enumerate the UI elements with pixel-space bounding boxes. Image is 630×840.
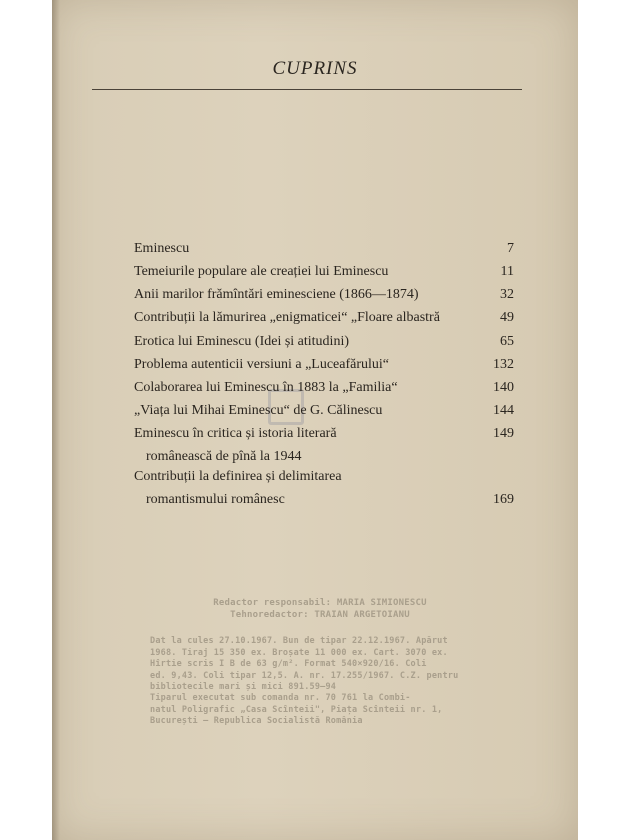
toc-entry: [134, 357, 514, 377]
toc-entry: [134, 264, 514, 284]
toc-entry-page: 11: [500, 264, 514, 279]
imprint-line: Tehnoredactor: TRAIAN ARGETOIANU: [230, 609, 410, 620]
toc-entry-title: Erotica lui Eminescu (Idei și atitudini): [134, 334, 349, 349]
toc-entry-title: Contribuții la lămurirea „enigmaticei“ „Floare albastră: [134, 310, 440, 325]
toc-entry-page: 32: [500, 287, 514, 302]
toc-entry: [134, 310, 514, 330]
toc-entry-title: Contribuții la definirea și delimitarea: [134, 469, 342, 484]
toc-entry-title: „Viața lui Mihai Eminescu“ de G. Călinescu: [134, 403, 383, 418]
imprint-editors: [150, 598, 490, 621]
toc-entry-page: 132: [493, 357, 514, 372]
toc-entry-title: Temeiurile populare ale creației lui Eminescu: [134, 264, 389, 279]
imprint-line: Redactor responsabil: MARIA SIMIONESCU: [213, 598, 427, 608]
toc-entry: [134, 380, 514, 400]
toc-entry: [134, 403, 514, 423]
toc-entry-continuation: romantismului românesc: [146, 492, 285, 507]
toc-entry: [134, 469, 514, 489]
imprint-line: bibliotecile mari și mici 891.59—94: [150, 682, 337, 692]
imprint-line: București — Republica Socialistă România: [150, 716, 363, 726]
toc-entry: [134, 287, 514, 307]
toc-entry-page: 169: [493, 492, 514, 507]
imprint-line: Hîrtie scris I B de 63 g/m². Format 540×920/16. Coli: [150, 659, 427, 669]
page-title: CUPRINS: [272, 58, 358, 79]
toc-entry: [134, 241, 514, 261]
imprint-plant-info: [150, 693, 490, 728]
toc-entry-continuation: românească de pînă la 1944: [146, 449, 302, 464]
toc-entry: [134, 426, 514, 446]
toc-entry-page: 65: [500, 334, 514, 349]
toc-entry-title: Eminescu în critica și istoria literară: [134, 426, 337, 441]
toc-entry-title: Problema autenticii versiuni a „Luceafărului“: [134, 357, 390, 372]
toc-entry: [134, 334, 514, 354]
imprint-line: Tiparul executat sub comanda nr. 70 761 la Combi-: [150, 693, 411, 703]
toc-entry-page: 7: [507, 241, 514, 256]
toc-entry-page: 49: [500, 310, 514, 325]
toc-entry-page-row: [134, 492, 514, 512]
imprint-line: 1968. Tiraj 15 350 ex. Broșate 11 000 ex. Cart. 3070 ex.: [150, 647, 448, 658]
toc-entry-page: 149: [493, 426, 514, 441]
toc-entry-page: 140: [493, 380, 514, 395]
imprint-line: ed. 9,43. Coli tipar 12,5. A. nr. 17.255/1967. C.Z. pentru: [150, 670, 459, 681]
imprint-print-info: [150, 636, 490, 694]
toc-entry-title: Eminescu: [134, 241, 190, 256]
imprint-line: Dat la cules 27.10.1967. Bun de tipar 22.12.1967. Apărut: [150, 636, 448, 646]
imprint-line: natul Poligrafic „Casa Scînteii", Piața Scînteii nr. 1,: [150, 704, 443, 715]
toc-entry-title: Colaborarea lui Eminescu în 1883 la „Familia“: [134, 380, 398, 395]
toc-entry-title: Anii marilor frămîntări eminesciene (1866—1874): [134, 287, 419, 302]
toc-entry-page: 144: [493, 403, 514, 418]
